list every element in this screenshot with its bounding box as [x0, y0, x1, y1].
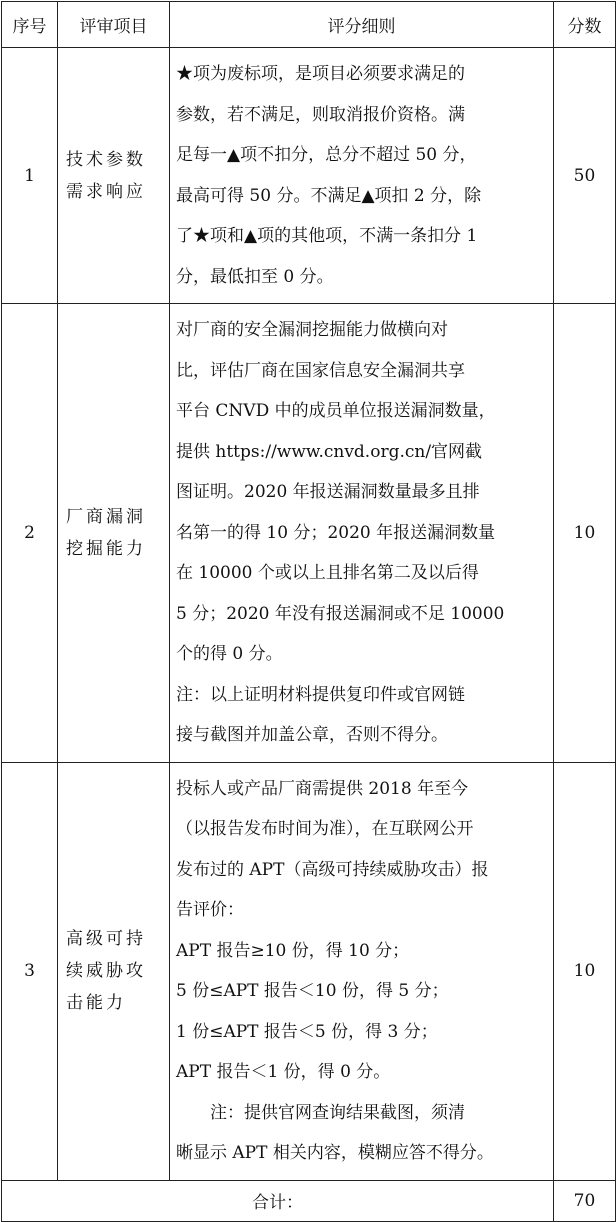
header-row: [2, 2, 616, 48]
table-row: [2, 762, 616, 1180]
rule-line: 提供 https://www.cnvd.org.cn/官网截: [176, 441, 483, 462]
rule-line: 在 10000 个或以上且排名第二及以后得: [176, 563, 479, 583]
rule-line: 发布过的 APT（高级可持续威胁攻击）报: [176, 859, 489, 880]
header-rule: 评分细则: [170, 2, 554, 48]
rule-line: 分，最低扣至 0 分。: [176, 266, 334, 287]
rule-line: 对厂商的安全漏洞挖掘能力做横向对: [176, 320, 448, 340]
rule-line: 5 分；2020 年没有报送漏洞或不足 10000: [176, 603, 505, 624]
row-score: 10: [554, 762, 616, 1180]
row-score: 10: [554, 304, 616, 763]
rule-line: APT 报告≥10 份，得 10 分；: [176, 940, 410, 961]
scoring-rule: [170, 304, 554, 763]
review-item-line: 需求响应: [66, 181, 146, 202]
scoring-rule: [170, 762, 554, 1180]
row-number: 3: [2, 762, 58, 1180]
total-score: 70: [554, 1180, 616, 1221]
rule-note-line: 接与截图并加盖公章，否则不得分。: [176, 725, 448, 745]
rule-line: APT 报告＜1 份，得 0 分。: [176, 1062, 391, 1082]
rule-line: ★项为废标项，是项目必须要求满足的: [176, 64, 465, 84]
rule-line: 最高可得 50 分。不满足▲项扣 2 分，除: [176, 185, 482, 206]
total-row: [2, 1180, 616, 1221]
scoring-table: [1, 1, 616, 1222]
review-item-line: 挖掘能力: [66, 538, 146, 559]
rule-line: （以报告发布时间为准），在互联网公开: [176, 819, 474, 839]
review-item-line: 击能力: [66, 993, 126, 1013]
review-item-line: 技术参数: [66, 149, 146, 170]
review-item: [58, 48, 170, 304]
scoring-rule: [170, 48, 554, 304]
rule-line: 投标人或产品厂商需提供 2018 年至今: [176, 778, 469, 799]
rule-line: 个的得 0 分。: [176, 644, 283, 664]
header-score: 分数: [554, 2, 616, 48]
rule-line: 参数，若不满足，则取消报价资格。满: [176, 104, 465, 125]
review-item-line: 厂商漏洞: [66, 506, 146, 527]
rule-note-line: 注：以上证明材料提供复印件或官网链: [176, 684, 465, 705]
review-item-line: 续威胁攻: [66, 961, 146, 981]
row-number: 1: [2, 48, 58, 304]
rule-line: 5 份≤APT 报告＜10 份，得 5 分；: [176, 981, 449, 1001]
rule-line: 比，评估厂商在国家信息安全漏洞共享: [176, 360, 465, 381]
review-item: [58, 304, 170, 763]
total-label: 合计：: [2, 1180, 554, 1221]
row-number: 2: [2, 304, 58, 763]
rule-line: 足每一▲项不扣分，总分不超过 50 分，: [176, 145, 477, 165]
rule-note-line: 晰显示 APT 相关内容，模糊应答不得分。: [176, 1143, 494, 1163]
rule-note-line: 注：提供官网查询结果截图，须清: [210, 1102, 465, 1123]
rule-line: 了★项和▲项的其他项，不满一条扣分 1: [176, 226, 478, 246]
rule-line: 告评价：: [176, 900, 244, 920]
rule-line: 1 份≤APT 报告＜5 份，得 3 分；: [176, 1021, 438, 1042]
header-no: 序号: [2, 2, 58, 48]
rule-line: 名第一的得 10 分；2020 年报送漏洞数量: [176, 522, 496, 543]
rule-line: 平台 CNVD 中的成员单位报送漏洞数量，: [176, 401, 496, 421]
row-score: 50: [554, 48, 616, 304]
table-row: [2, 304, 616, 763]
rule-line: 图证明。2020 年报送漏洞数量最多且排: [176, 482, 480, 502]
table-row: [2, 48, 616, 304]
review-item: [58, 762, 170, 1180]
header-item: 评审项目: [58, 2, 170, 48]
scoring-sheet: [0, 1, 616, 1217]
review-item-line: 高级可持: [66, 929, 146, 949]
